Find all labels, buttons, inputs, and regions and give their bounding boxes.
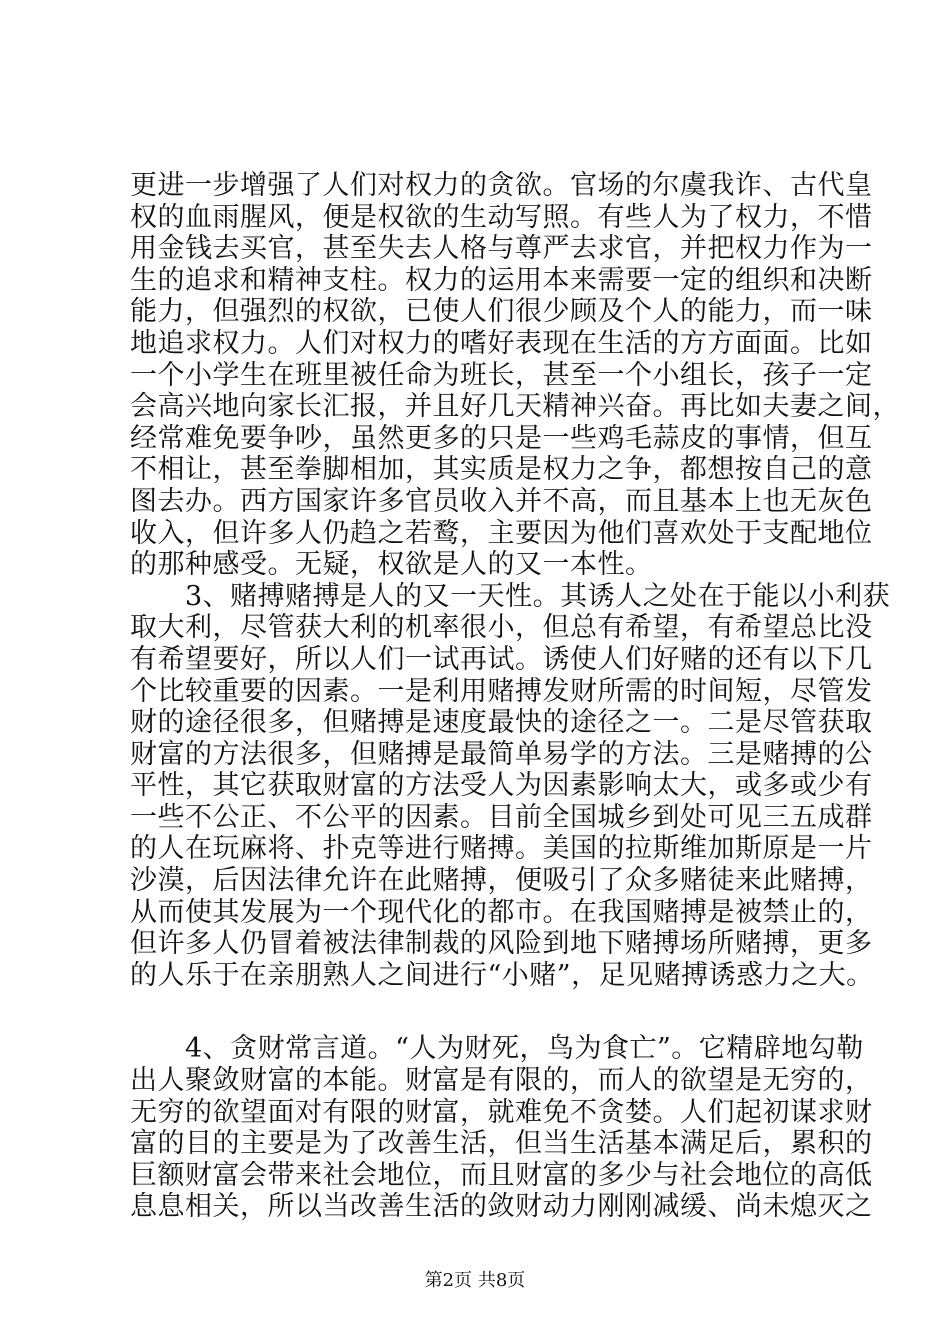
text-line: 息息相关，所以当改善生活的敛财动力刚刚减缓、尚未熄灭之	[130, 1191, 873, 1223]
text-line: 出人聚敛财富的本能。财富是有限的，而人的欲望是无穷的，	[130, 1065, 873, 1097]
text-line: 一个小学生在班里被任命为班长，甚至一个小组长，孩子一定	[130, 359, 873, 391]
text-line: 的那种感受。无疑，权欲是人的又一本性。	[130, 549, 653, 581]
text-line: 的人乐于在亲朋熟人之间进行“小赌”，足见赌搏诱惑力之大。	[130, 959, 874, 991]
page-footer: 第2页 共8页	[424, 1270, 526, 1291]
text-line: 但许多人仍冒着被法律制裁的风险到地下赌搏场所赌搏，更多	[130, 928, 873, 960]
text-line: 的人在玩麻将、扑克等进行赌搏。美国的拉斯维加斯原是一片	[130, 833, 873, 865]
text-line: 更进一步增强了人们对权力的贪欲。官场的尔虞我诈、古代皇	[130, 170, 873, 201]
paragraph-gap	[130, 991, 825, 1033]
text-line: 生的追求和精神支柱。权力的运用本来需要一定的组织和决断	[130, 264, 873, 296]
text-line: 经常难免要争吵，虽然更多的只是一些鸡毛蒜皮的事情，但互	[130, 422, 873, 454]
text-line: 用金钱去买官，甚至失去人格与尊严去求官，并把权力作为一	[130, 233, 873, 265]
text-line: 收入，但许多人仍趋之若鹜，主要因为他们喜欢处于支配地位	[130, 517, 873, 549]
text-line: 巨额财富会带来社会地位，而且财富的多少与社会地位的高低	[130, 1159, 873, 1191]
text-line: 个比较重要的因素。一是利用赌搏发财所需的时间短，尽管发	[130, 675, 873, 707]
text-line: 取大利，尽管获大利的机率很小，但总有希望，有希望总比没	[130, 612, 873, 644]
text-line: 平性，其它获取财富的方法受人为因素影响太大，或多或少有	[130, 770, 873, 802]
paragraph-block-2	[130, 1033, 873, 1223]
text-line: 从而使其发展为一个现代化的都市。在我国赌搏是被禁止的，	[130, 896, 873, 928]
text-line: 财富的方法很多，但赌搏是最简单易学的方法。三是赌搏的公	[130, 738, 873, 770]
text-line: 沙漠，后因法律允许在此赌搏，便吸引了众多赌徒来此赌搏，	[130, 865, 873, 897]
body-text	[130, 170, 900, 1223]
text-line: 会高兴地向家长汇报，并且好几天精神兴奋。再比如夫妻之间，	[130, 391, 900, 423]
text-line: 不相让，甚至拳脚相加，其实质是权力之争，都想按自己的意	[130, 454, 873, 486]
text-line: 一些不公正、不公平的因素。目前全国城乡到处可见三五成群	[130, 801, 873, 833]
text-line: 权的血雨腥风，便是权欲的生动写照。有些人为了权力，不惜	[130, 201, 873, 233]
text-line: 财的途径很多，但赌搏是速度最快的途径之一。二是尽管获取	[130, 707, 873, 739]
text-line: 无穷的欲望面对有限的财富，就难免不贪婪。人们起初谋求财	[130, 1096, 873, 1128]
text-line: 图去办。西方国家许多官员收入并不高，而且基本上也无灰色	[130, 485, 873, 517]
text-line: 地追求权力。人们对权力的嗜好表现在生活的方方面面。比如	[130, 327, 873, 359]
text-line: 富的目的主要是为了改善生活，但当生活基本满足后，累积的	[130, 1128, 873, 1160]
text-line: 3、赌搏赌搏是人的又一天性。其诱人之处在于能以小利获	[130, 580, 891, 612]
text-line: 有希望要好，所以人们一试再试。诱使人们好赌的还有以下几	[130, 643, 873, 675]
paragraph-block-1	[130, 170, 900, 991]
text-line: 能力，但强烈的权欲，已使人们很少顾及个人的能力，而一味	[130, 296, 873, 328]
text-line: 4、贪财常言道。“人为财死，鸟为食亡”。它精辟地勾勒	[130, 1033, 864, 1065]
